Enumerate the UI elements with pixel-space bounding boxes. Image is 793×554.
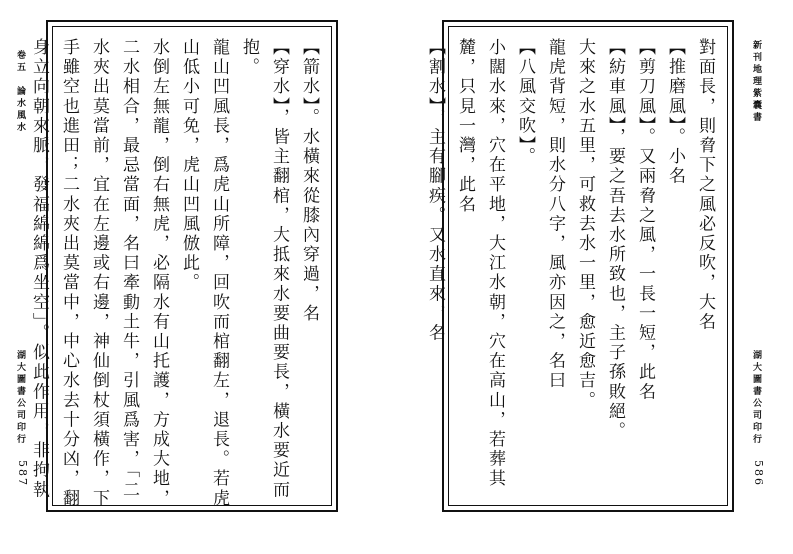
text-line: 山低小可免，虎山凹風倣此。: [179, 38, 199, 293]
right-page-header: 新刊地理紫囊書: [751, 40, 761, 124]
text-line: 【剪刀風】。又兩脅之風，一長一短，此名: [635, 38, 655, 402]
left-page: [8, 20, 368, 520]
text-line: 手雖空也進田；二水夾出莫當中，中心水去十分凶，翻: [59, 38, 79, 509]
text-line: 龍虎背短，則水分八字，風亦因之，名曰: [545, 38, 565, 391]
left-page-publisher: 湖大圖書公司印行: [15, 350, 25, 446]
left-page-number: 587: [16, 460, 29, 487]
text-line: 【箭水】。水橫來從膝內穿過，名: [299, 38, 319, 324]
text-line: 【紡車風】，要之吾去水所致也，主子孫敗絕。: [605, 38, 625, 442]
left-page-body: [29, 38, 324, 509]
left-page-header: 卷五 論水風水: [15, 50, 25, 134]
text-line: 龍山凹風長，爲虎山所障，回吹而棺翻左，退長。若虎: [209, 38, 229, 509]
right-page-publisher: 湖大圖書公司印行: [751, 350, 761, 446]
text-line: 【八風交吹】。: [515, 38, 535, 167]
text-line: 【割水】，主有腳疾。又水直來，名: [425, 38, 445, 344]
text-line: 身立向朝來脈，發福綿綿爲坐空」。似此作用，非拘執: [29, 38, 49, 500]
right-page-number: 586: [752, 460, 765, 487]
right-page-body: [425, 38, 720, 498]
text-line: 【穿水】，皆主翻棺，大抵來水要曲要長，橫水要近而: [269, 38, 289, 500]
text-line: 水倒左無龍，倒右無虎，必隔水有山托護，方成大地，: [149, 38, 169, 509]
text-line: 抱。: [239, 38, 259, 78]
text-line: 二水相合，最忌當面，名曰牽動土牛，引風爲害，「二: [119, 38, 139, 500]
text-line: 大來之水五里，可救去水一里，愈近愈吉。: [575, 38, 595, 411]
right-page: [425, 20, 783, 520]
text-line: 水夾出莫當前，宜在左邊或右邊，神仙倒杖須橫作，下: [89, 38, 109, 509]
text-line: 麓，只見一灣，此名: [455, 38, 475, 215]
text-line: 對面長，則脅下之風必反吹，大名: [695, 38, 715, 332]
text-line: 【推磨風】。小名: [665, 38, 685, 187]
text-line: 小闊水來，穴在平地，大江水朝，穴在高山，若葬其: [485, 38, 505, 489]
